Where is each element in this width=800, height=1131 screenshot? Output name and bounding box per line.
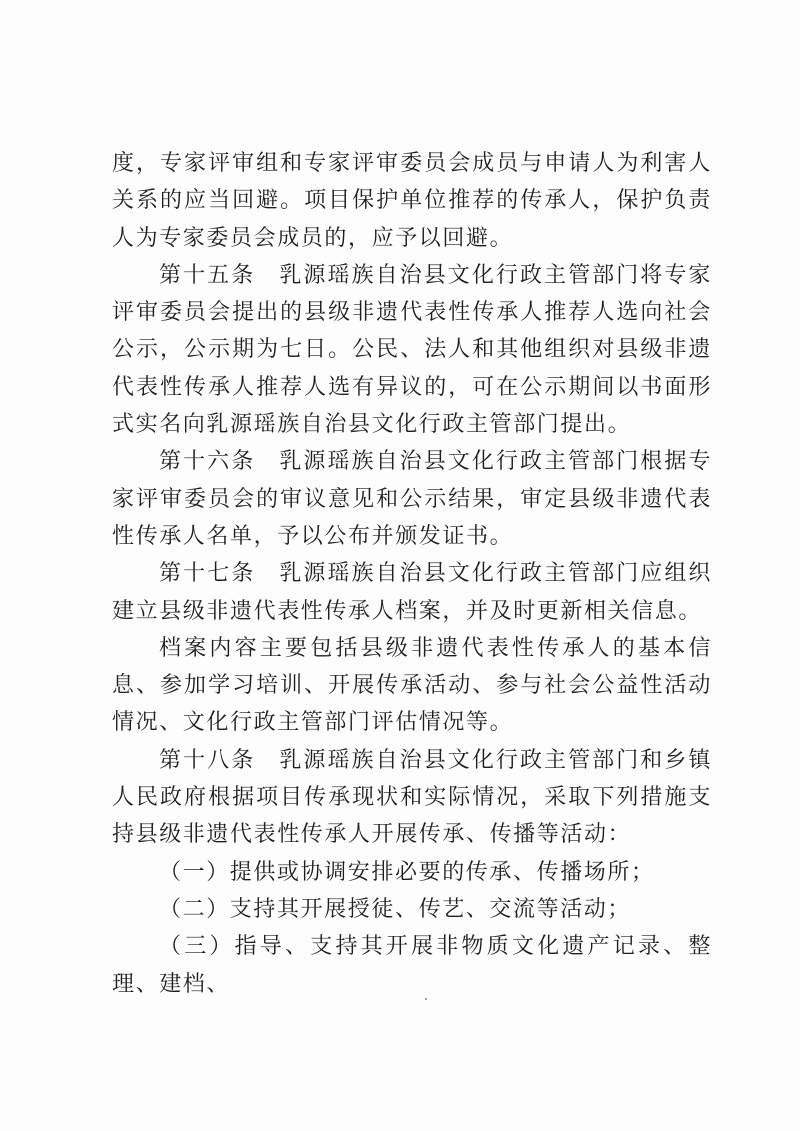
paragraph-article-15: 第十五条 乳源瑶族自治县文化行政主管部门将专家评审委员会提出的县级非遗代表性传承人推荐人选向社会公示，公示期为七日。公民、法人和其他组织对县级非遗代表性传承人推荐人选有异议的，可在公示期间以书面形式实名向乳源瑶族自治县文化行政主管部门提出。: [112, 262, 712, 438]
paragraph-article-17: 第十七条 乳源瑶族自治县文化行政主管部门应组织建立县级非遗代表性传承人档案，并及时更新相关信息。: [112, 561, 712, 624]
list-item-3: （三）指导、支持其开展非物质文化遗产记录、整理、建档、: [112, 934, 712, 997]
scan-dot-mark: [425, 998, 427, 1000]
list-item-1: （一）提供或协调安排必要的传承、传播场所；: [159, 859, 655, 885]
list-item-2: （二）支持其开展授徒、传艺、交流等活动；: [159, 896, 632, 922]
document-body: [112, 145, 712, 1003]
paragraph-continuation: 度，专家评审组和专家评审委员会成员与申请人为利害人关系的应当回避。项目保护单位推荐的传承人，保护负责人为专家委员会成员的，应予以回避。: [112, 151, 712, 251]
paragraph-article-16: 第十六条 乳源瑶族自治县文化行政主管部门根据专家评审委员会的审议意见和公示结果，审定县级非遗代表性传承人名单，予以公布并颁发证书。: [112, 449, 712, 549]
paragraph-article-18: 第十八条 乳源瑶族自治县文化行政主管部门和乡镇人民政府根据项目传承现状和实际情况，采取下列措施支持县级非遗代表性传承人开展传承、传播等活动：: [112, 747, 712, 848]
paragraph-archive-contents: 档案内容主要包括县级非遗代表性传承人的基本信息、参加学习培训、开展传承活动、参与社会公益性活动情况、文化行政主管部门评估情况等。: [112, 635, 712, 736]
